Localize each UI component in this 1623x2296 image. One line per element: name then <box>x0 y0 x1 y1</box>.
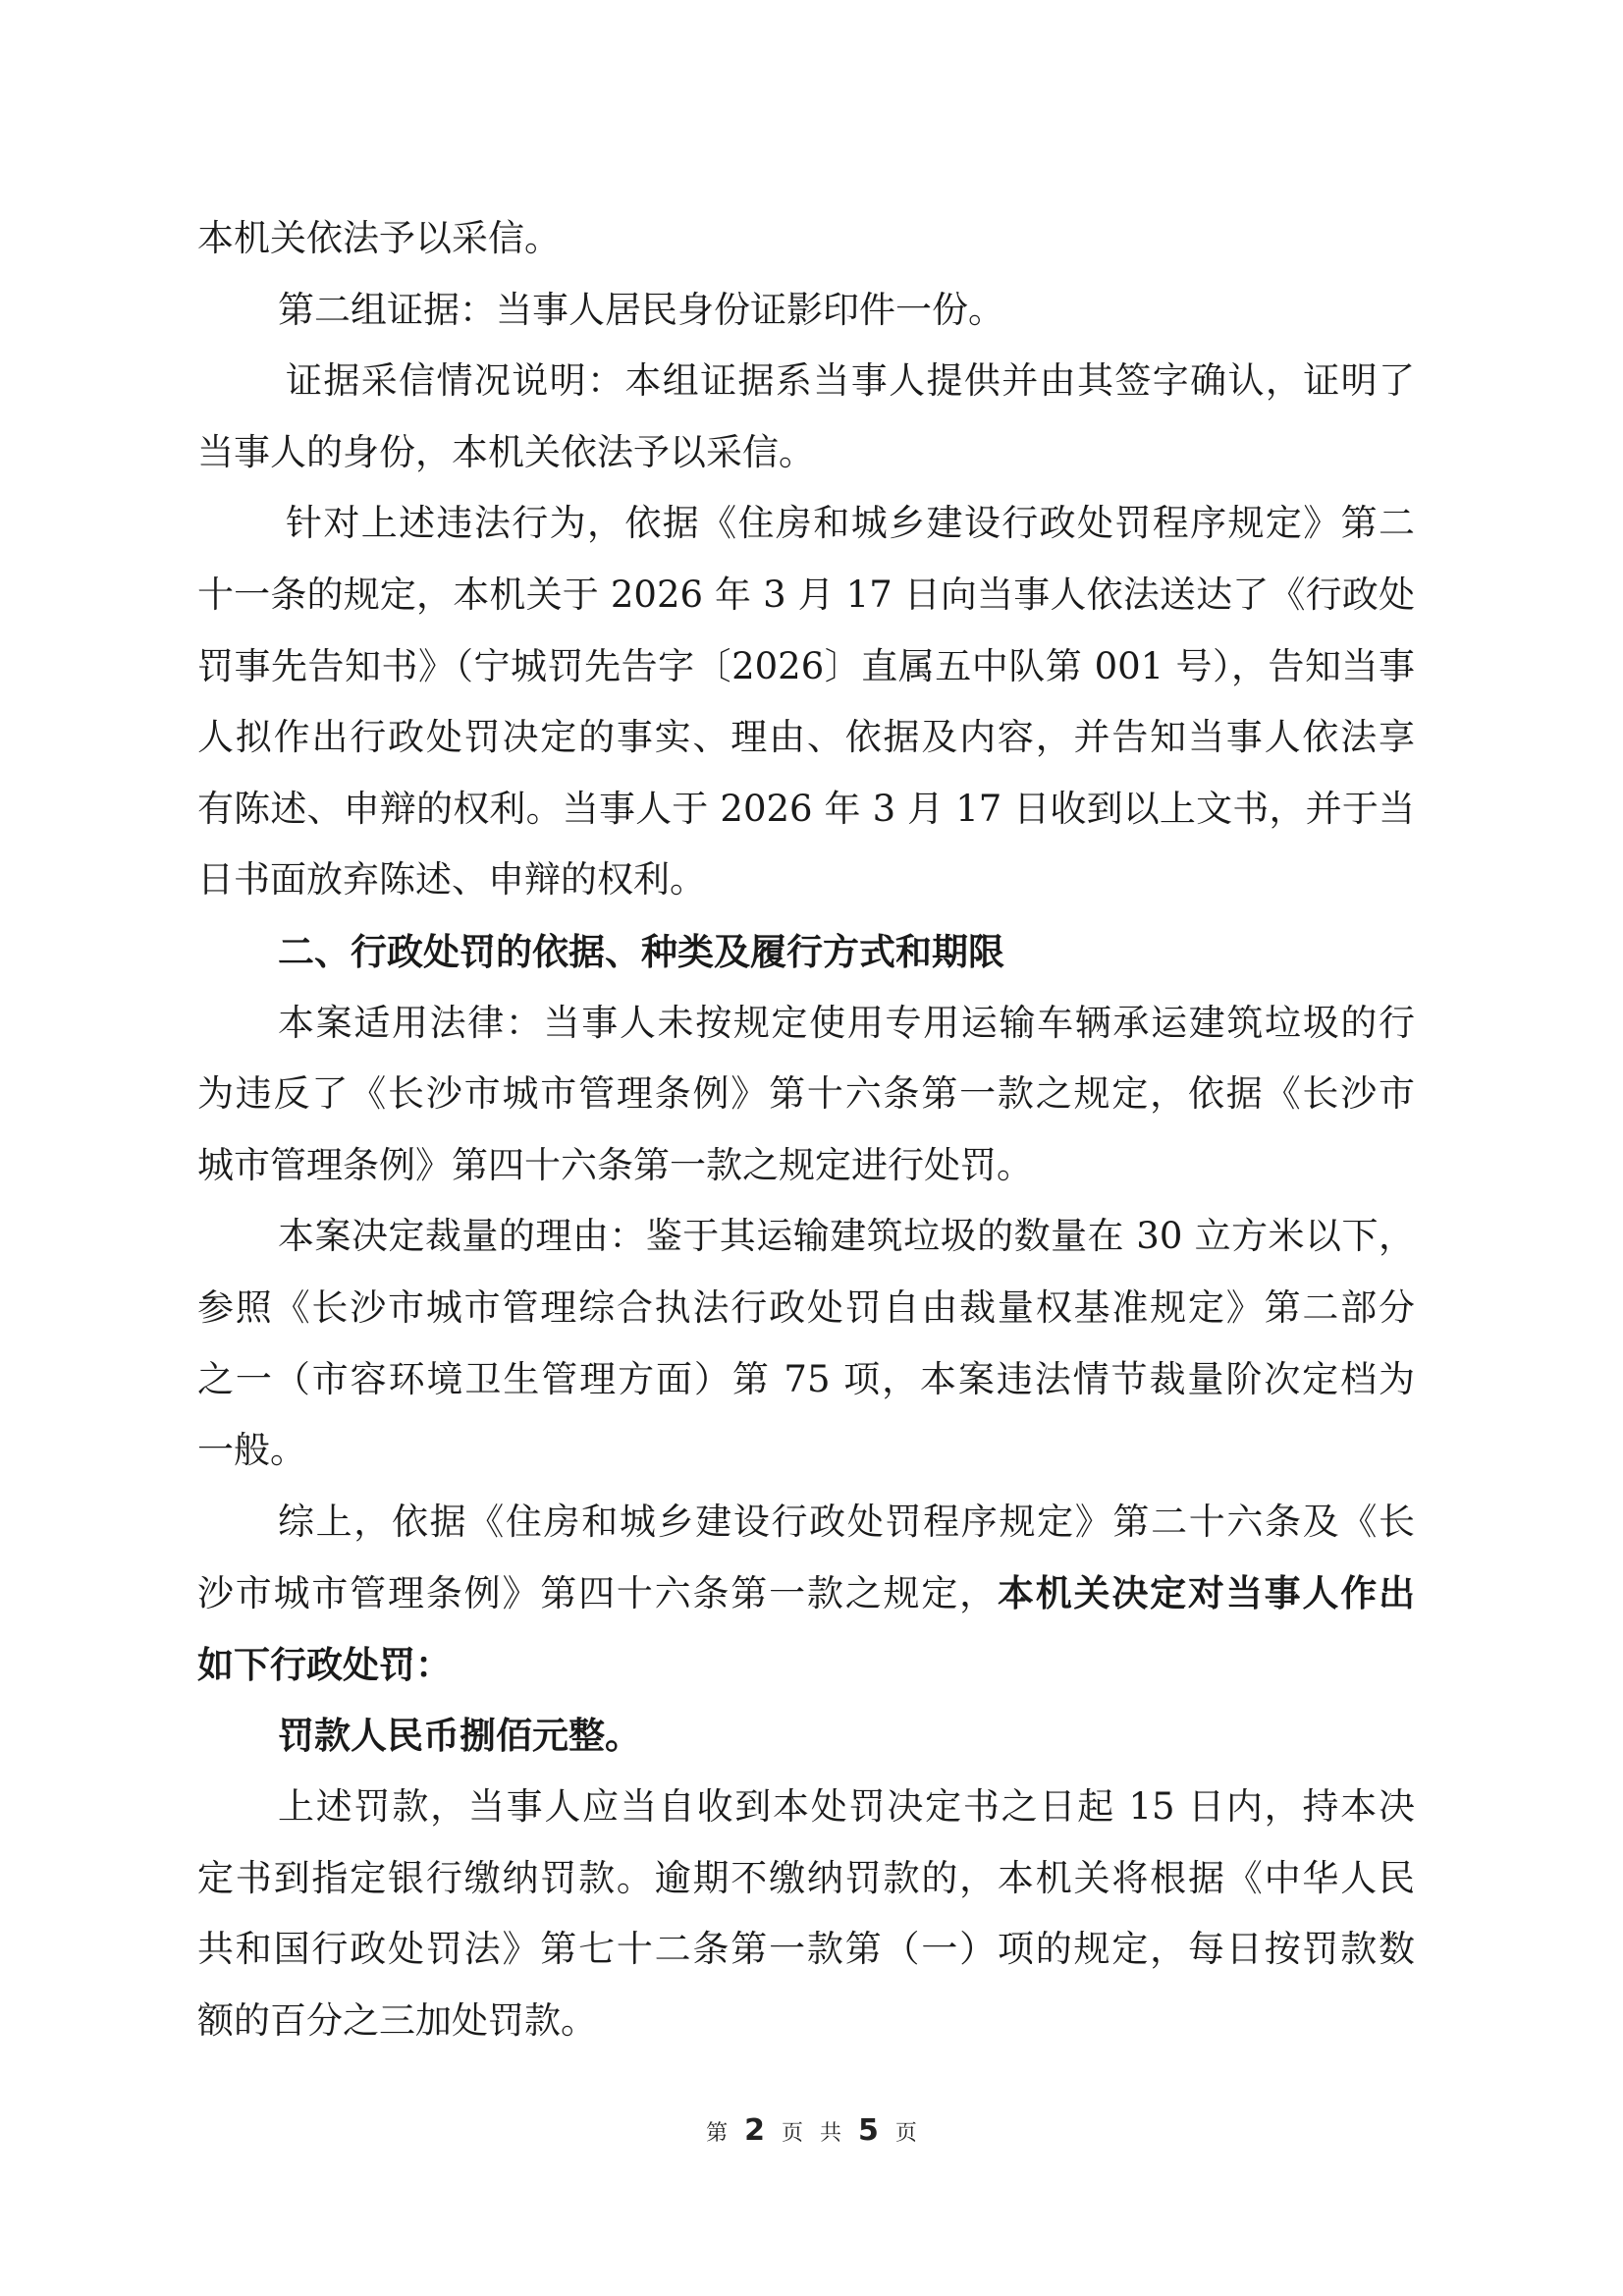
text-line <box>197 571 1415 642</box>
page-footer <box>0 2113 1623 2148</box>
text-segment: 有陈述、申辩的权利。当事人于 2026 年 3 月 17 日收到以上文书，并于当 <box>197 787 1415 830</box>
text-line <box>197 927 1415 999</box>
text-line <box>197 1355 1415 1427</box>
text-line <box>197 1498 1415 1569</box>
text-line <box>197 999 1415 1070</box>
text-line <box>197 713 1415 785</box>
text-line <box>197 1212 1415 1284</box>
text-segment: 之一（市容环境卫生管理方面）第 75 项，本案违法情节裁量阶次定档为 <box>197 1357 1415 1400</box>
text-line <box>197 785 1415 856</box>
text-line <box>197 1782 1415 1854</box>
bold-text: 本机关决定对当事人作出 <box>997 1571 1416 1615</box>
bold-text: 如下行政处罚： <box>197 1642 452 1686</box>
text-segment: 日书面放弃陈述、申辩的权利。 <box>197 858 706 902</box>
footer-prefix: 第 <box>706 2121 729 2146</box>
text-segment: 城市管理条例》第四十六条第一款之规定进行处罚。 <box>197 1143 1033 1186</box>
text-segment: 罚事先告知书》（宁城罚先告字〔2026〕直属五中队第 001 号），告知当事 <box>197 644 1415 687</box>
text-line <box>197 1640 1415 1712</box>
text-segment: 定书到指定银行缴纳罚款。逾期不缴纳罚款的，本机关将根据《中华人民 <box>197 1856 1415 1899</box>
text-segment: 本案适用法律：当事人未按规定使用专用运输车辆承运建筑垃圾的行 <box>278 1001 1415 1044</box>
text-segment: 本机关依法予以采信。 <box>197 217 561 259</box>
text-line <box>197 1711 1415 1782</box>
text-line <box>197 428 1415 500</box>
text-line <box>197 1284 1415 1355</box>
text-line <box>197 214 1415 286</box>
footer-mid: 页 共 <box>782 2121 841 2146</box>
text-line <box>197 499 1415 571</box>
text-segment: 额的百分之三加处罚款。 <box>197 1998 597 2042</box>
text-segment: 十一条的规定，本机关于 2026 年 3 月 17 日向当事人依法送达了《行政处 <box>197 573 1415 616</box>
text-segment: 综上，依据《住房和城乡建设行政处罚程序规定》第二十六条及《长 <box>278 1500 1415 1543</box>
bold-text: 罚款人民币捌佰元整。 <box>278 1714 641 1758</box>
bold-text: 二、行政处罚的依据、种类及履行方式和期限 <box>278 929 1004 973</box>
current-page-number: 2 <box>744 2113 765 2148</box>
document-body <box>197 214 1415 2067</box>
text-line <box>197 1568 1415 1640</box>
text-line <box>197 642 1415 714</box>
text-line <box>197 1069 1415 1141</box>
text-segment: 上述罚款，当事人应当自收到本处罚决定书之日起 15 日内，持本决 <box>278 1785 1415 1829</box>
text-segment: 为违反了《长沙市城市管理条例》第十六条第一款之规定，依据《长沙市 <box>197 1072 1415 1116</box>
text-line <box>197 356 1415 428</box>
text-segment: 当事人的身份，本机关依法予以采信。 <box>197 430 815 473</box>
text-segment: 针对上述违法行为，依据《住房和城乡建设行政处罚程序规定》第二 <box>286 502 1415 545</box>
text-line <box>197 1854 1415 1926</box>
text-segment: 参照《长沙市城市管理综合执法行政处罚自由裁量权基准规定》第二部分 <box>197 1285 1415 1329</box>
text-line <box>197 286 1415 357</box>
text-segment: 一般。 <box>197 1429 306 1472</box>
text-segment: 沙市城市管理条例》第四十六条第一款之规定， <box>197 1572 998 1615</box>
text-segment: 人拟作出行政处罚决定的事实、理由、依据及内容，并告知当事人依法享 <box>197 716 1415 759</box>
footer-suffix: 页 <box>894 2121 917 2146</box>
text-segment: 本案决定裁量的理由：鉴于其运输建筑垃圾的数量在 30 立方米以下， <box>278 1215 1415 1258</box>
text-segment: 证据采信情况说明：本组证据系当事人提供并由其签字确认，证明了 <box>286 359 1415 403</box>
text-line <box>197 855 1415 927</box>
text-line <box>197 1996 1415 2068</box>
text-segment: 第二组证据：当事人居民身份证影印件一份。 <box>278 288 1004 331</box>
total-page-count: 5 <box>858 2113 879 2148</box>
text-line <box>197 1141 1415 1213</box>
text-line <box>197 1426 1415 1498</box>
text-segment: 共和国行政处罚法》第七十二条第一款第（一）项的规定，每日按罚款数 <box>197 1928 1415 1971</box>
text-line <box>197 1925 1415 1996</box>
